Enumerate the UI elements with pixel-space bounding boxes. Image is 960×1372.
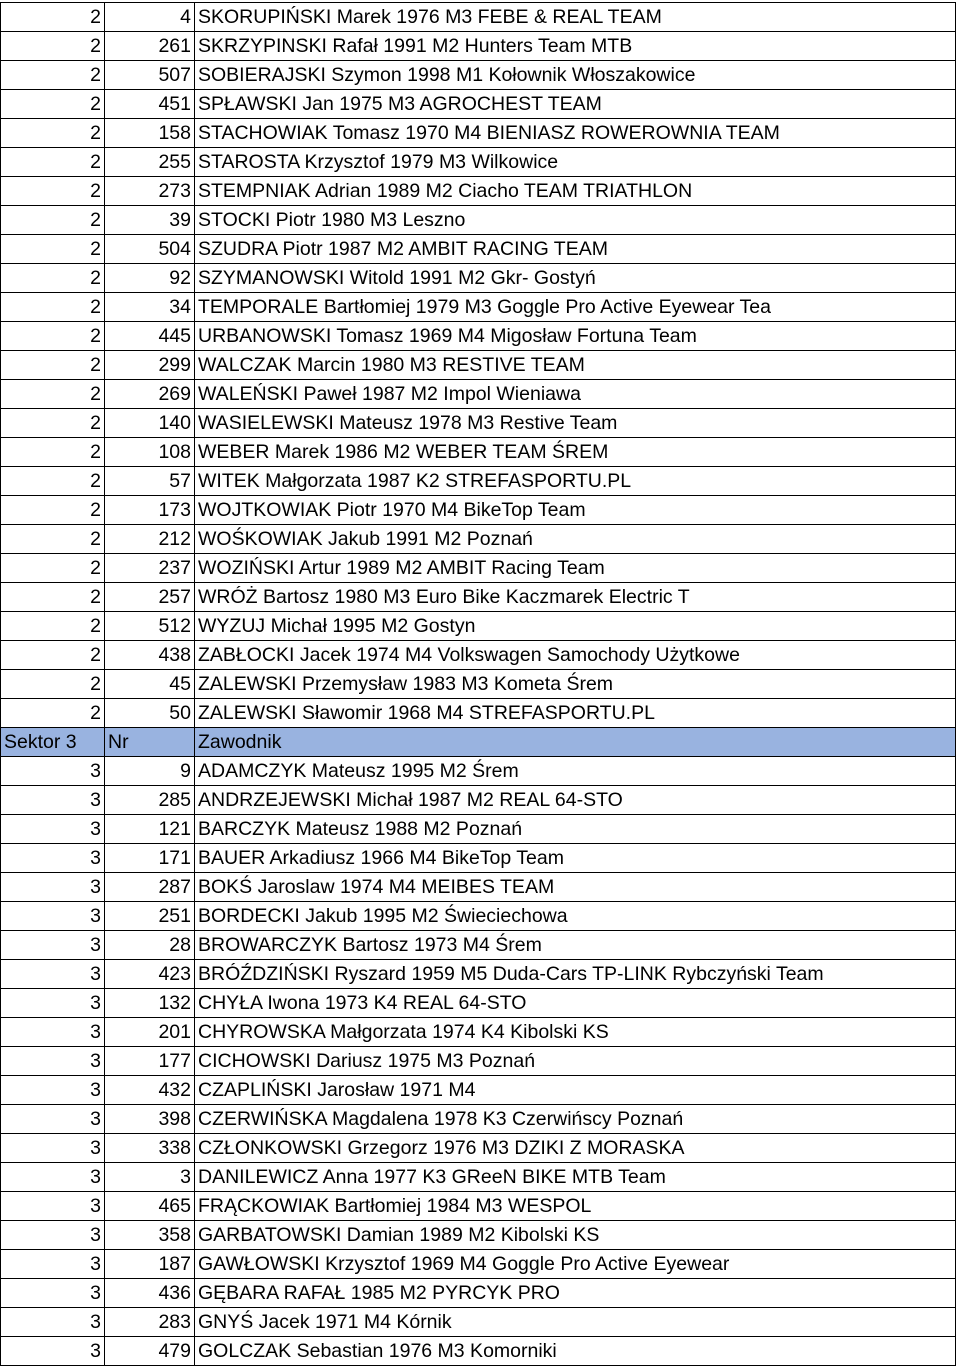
sektor-cell: 3 <box>1 1221 105 1250</box>
sektor-cell: 3 <box>1 786 105 815</box>
sektor-cell: 2 <box>1 61 105 90</box>
nr-cell: 287 <box>105 873 195 902</box>
sektor-cell: 2 <box>1 351 105 380</box>
table-row <box>1 699 956 728</box>
nr-cell: 438 <box>105 641 195 670</box>
table-row <box>1 960 956 989</box>
competitor-cell: WOŚKOWIAK Jakub 1991 M2 Poznań <box>195 525 956 554</box>
sektor-cell: 3 <box>1 1279 105 1308</box>
table-row <box>1 496 956 525</box>
results-table-body <box>1 3 956 1366</box>
sektor-cell: 3 <box>1 1308 105 1337</box>
competitor-cell: ANDRZEJEWSKI Michał 1987 M2 REAL 64-STO <box>195 786 956 815</box>
competitor-cell: SOBIERAJSKI Szymon 1998 M1 Kołownik Włoszakowice <box>195 61 956 90</box>
nr-cell: 237 <box>105 554 195 583</box>
nr-cell: 338 <box>105 1134 195 1163</box>
sektor-cell: 3 <box>1 1250 105 1279</box>
competitor-cell: GARBATOWSKI Damian 1989 M2 Kibolski KS <box>195 1221 956 1250</box>
nr-cell: 57 <box>105 467 195 496</box>
nr-cell: 512 <box>105 612 195 641</box>
table-row <box>1 931 956 960</box>
competitor-cell: URBANOWSKI Tomasz 1969 M4 Migosław Fortuna Team <box>195 322 956 351</box>
sektor-cell: 2 <box>1 409 105 438</box>
competitor-cell: WITEK Małgorzata 1987 K2 STREFASPORTU.PL <box>195 467 956 496</box>
table-row <box>1 844 956 873</box>
competitor-cell: SPŁAWSKI Jan 1975 M3 AGROCHEST TEAM <box>195 90 956 119</box>
table-row <box>1 989 956 1018</box>
competitor-cell: FRĄCKOWIAK Bartłomiej 1984 M3 WESPOL <box>195 1192 956 1221</box>
table-row <box>1 61 956 90</box>
sektor-cell: 2 <box>1 177 105 206</box>
sektor-cell: 2 <box>1 554 105 583</box>
nr-cell: 299 <box>105 351 195 380</box>
table-row <box>1 177 956 206</box>
nr-cell: 251 <box>105 902 195 931</box>
nr-cell: 283 <box>105 1308 195 1337</box>
sektor-cell: 3 <box>1 1076 105 1105</box>
table-row <box>1 206 956 235</box>
table-row <box>1 293 956 322</box>
competitor-cell: TEMPORALE Bartłomiej 1979 M3 Goggle Pro Active Eyewear Tea <box>195 293 956 322</box>
nr-cell: 4 <box>105 3 195 32</box>
nr-cell: 451 <box>105 90 195 119</box>
sektor-cell: 3 <box>1 873 105 902</box>
nr-cell: 445 <box>105 322 195 351</box>
sektor-cell: 2 <box>1 293 105 322</box>
table-row <box>1 1018 956 1047</box>
nr-cell: 121 <box>105 815 195 844</box>
nr-cell: 108 <box>105 438 195 467</box>
competitor-cell: CHYROWSKA Małgorzata 1974 K4 Kibolski KS <box>195 1018 956 1047</box>
competitor-cell: WALCZAK Marcin 1980 M3 RESTIVE TEAM <box>195 351 956 380</box>
table-row <box>1 467 956 496</box>
sektor-cell: 2 <box>1 699 105 728</box>
table-row <box>1 1163 956 1192</box>
nr-cell: 432 <box>105 1076 195 1105</box>
sektor-cell: 3 <box>1 1105 105 1134</box>
table-row <box>1 757 956 786</box>
table-row <box>1 32 956 61</box>
competitor-cell: CZERWIŃSKA Magdalena 1978 K3 Czerwińscy Poznań <box>195 1105 956 1134</box>
table-row <box>1 1337 956 1366</box>
table-row <box>1 525 956 554</box>
sektor-cell: 2 <box>1 322 105 351</box>
nr-cell: Nr <box>105 728 195 757</box>
table-row <box>1 264 956 293</box>
sektor-cell: 2 <box>1 641 105 670</box>
nr-cell: 269 <box>105 380 195 409</box>
nr-cell: 257 <box>105 583 195 612</box>
competitor-cell: STEMPNIAK Adrian 1989 M2 Ciacho TEAM TRIATHLON <box>195 177 956 206</box>
table-row <box>1 1308 956 1337</box>
competitor-cell: CICHOWSKI Dariusz 1975 M3 Poznań <box>195 1047 956 1076</box>
sektor-cell: 2 <box>1 612 105 641</box>
table-row <box>1 148 956 177</box>
nr-cell: 423 <box>105 960 195 989</box>
competitor-cell: GNYŚ Jacek 1971 M4 Kórnik <box>195 1308 956 1337</box>
table-row <box>1 902 956 931</box>
competitor-cell: WALEŃSKI Paweł 1987 M2 Impol Wieniawa <box>195 380 956 409</box>
nr-cell: 171 <box>105 844 195 873</box>
sektor-cell: Sektor 3 <box>1 728 105 757</box>
sektor-cell: 2 <box>1 583 105 612</box>
sektor-cell: 2 <box>1 438 105 467</box>
sektor-cell: 2 <box>1 235 105 264</box>
table-row <box>1 1279 956 1308</box>
sektor-cell: 2 <box>1 119 105 148</box>
nr-cell: 173 <box>105 496 195 525</box>
sektor-cell: 2 <box>1 467 105 496</box>
competitor-cell: STOCKI Piotr 1980 M3 Leszno <box>195 206 956 235</box>
sektor-cell: 2 <box>1 90 105 119</box>
table-row <box>1 670 956 699</box>
competitor-cell: CHYŁA Iwona 1973 K4 REAL 64-STO <box>195 989 956 1018</box>
table-row <box>1 1192 956 1221</box>
competitor-cell: GAWŁOWSKI Krzysztof 1969 M4 Goggle Pro Active Eyewear <box>195 1250 956 1279</box>
nr-cell: 273 <box>105 177 195 206</box>
competitor-cell: Zawodnik <box>195 728 956 757</box>
competitor-cell: WRÓŻ Bartosz 1980 M3 Euro Bike Kaczmarek Electric T <box>195 583 956 612</box>
competitor-cell: BAUER Arkadiusz 1966 M4 BikeTop Team <box>195 844 956 873</box>
sektor-cell: 3 <box>1 931 105 960</box>
sektor-cell: 2 <box>1 670 105 699</box>
competitor-cell: CZŁONKOWSKI Grzegorz 1976 M3 DZIKI Z MORASKA <box>195 1134 956 1163</box>
sektor-cell: 3 <box>1 989 105 1018</box>
nr-cell: 465 <box>105 1192 195 1221</box>
sektor-cell: 3 <box>1 960 105 989</box>
competitor-cell: STACHOWIAK Tomasz 1970 M4 BIENIASZ ROWEROWNIA TEAM <box>195 119 956 148</box>
table-row <box>1 1134 956 1163</box>
table-row <box>1 1047 956 1076</box>
table-row <box>1 612 956 641</box>
nr-cell: 28 <box>105 931 195 960</box>
table-row <box>1 786 956 815</box>
results-table <box>0 2 956 1366</box>
sektor-cell: 3 <box>1 757 105 786</box>
sektor-cell: 3 <box>1 1134 105 1163</box>
competitor-cell: SZYMANOWSKI Witold 1991 M2 Gkr- Gostyń <box>195 264 956 293</box>
competitor-cell: BRÓŹDZIŃSKI Ryszard 1959 M5 Duda-Cars TP-LINK Rybczyński Team <box>195 960 956 989</box>
nr-cell: 436 <box>105 1279 195 1308</box>
table-row <box>1 1250 956 1279</box>
nr-cell: 212 <box>105 525 195 554</box>
nr-cell: 3 <box>105 1163 195 1192</box>
competitor-cell: GOLCZAK Sebastian 1976 M3 Komorniki <box>195 1337 956 1366</box>
nr-cell: 255 <box>105 148 195 177</box>
table-row <box>1 1221 956 1250</box>
table-row <box>1 322 956 351</box>
nr-cell: 177 <box>105 1047 195 1076</box>
table-row <box>1 554 956 583</box>
nr-cell: 261 <box>105 32 195 61</box>
competitor-cell: ZABŁOCKI Jacek 1974 M4 Volkswagen Samochody Użytkowe <box>195 641 956 670</box>
sektor-cell: 3 <box>1 1192 105 1221</box>
competitor-cell: WEBER Marek 1986 M2 WEBER TEAM ŚREM <box>195 438 956 467</box>
table-row <box>1 380 956 409</box>
table-row <box>1 873 956 902</box>
nr-cell: 45 <box>105 670 195 699</box>
competitor-cell: WYZUJ Michał 1995 M2 Gostyn <box>195 612 956 641</box>
nr-cell: 9 <box>105 757 195 786</box>
competitor-cell: BORDECKI Jakub 1995 M2 Świeciechowa <box>195 902 956 931</box>
sektor-cell: 3 <box>1 1018 105 1047</box>
nr-cell: 34 <box>105 293 195 322</box>
nr-cell: 187 <box>105 1250 195 1279</box>
sektor-cell: 2 <box>1 148 105 177</box>
sektor-cell: 2 <box>1 496 105 525</box>
nr-cell: 132 <box>105 989 195 1018</box>
nr-cell: 358 <box>105 1221 195 1250</box>
nr-cell: 92 <box>105 264 195 293</box>
nr-cell: 479 <box>105 1337 195 1366</box>
sektor-cell: 2 <box>1 206 105 235</box>
table-row <box>1 1076 956 1105</box>
competitor-cell: GĘBARA RAFAŁ 1985 M2 PYRCYK PRO <box>195 1279 956 1308</box>
table-row <box>1 641 956 670</box>
competitor-cell: CZAPLIŃSKI Jarosław 1971 M4 <box>195 1076 956 1105</box>
competitor-cell: ADAMCZYK Mateusz 1995 M2 Śrem <box>195 757 956 786</box>
competitor-cell: WASIELEWSKI Mateusz 1978 M3 Restive Team <box>195 409 956 438</box>
table-row <box>1 235 956 264</box>
sektor-cell: 3 <box>1 1163 105 1192</box>
competitor-cell: WOJTKOWIAK Piotr 1970 M4 BikeTop Team <box>195 496 956 525</box>
nr-cell: 158 <box>105 119 195 148</box>
sektor-cell: 2 <box>1 380 105 409</box>
nr-cell: 39 <box>105 206 195 235</box>
sektor-cell: 3 <box>1 844 105 873</box>
nr-cell: 50 <box>105 699 195 728</box>
competitor-cell: SKORUPIŃSKI Marek 1976 M3 FEBE & REAL TEAM <box>195 3 956 32</box>
table-row <box>1 409 956 438</box>
table-row <box>1 90 956 119</box>
nr-cell: 507 <box>105 61 195 90</box>
table-row <box>1 351 956 380</box>
sektor-cell: 3 <box>1 902 105 931</box>
table-row <box>1 583 956 612</box>
competitor-cell: WOZIŃSKI Artur 1989 M2 AMBIT Racing Team <box>195 554 956 583</box>
nr-cell: 201 <box>105 1018 195 1047</box>
nr-cell: 398 <box>105 1105 195 1134</box>
section-header-row <box>1 728 956 757</box>
sektor-cell: 3 <box>1 1047 105 1076</box>
sektor-cell: 2 <box>1 264 105 293</box>
sektor-cell: 2 <box>1 32 105 61</box>
competitor-cell: BROWARCZYK Bartosz 1973 M4 Śrem <box>195 931 956 960</box>
competitor-cell: ZALEWSKI Przemysław 1983 M3 Kometa Śrem <box>195 670 956 699</box>
sektor-cell: 3 <box>1 815 105 844</box>
table-row <box>1 815 956 844</box>
nr-cell: 285 <box>105 786 195 815</box>
competitor-cell: SZUDRA Piotr 1987 M2 AMBIT RACING TEAM <box>195 235 956 264</box>
sektor-cell: 3 <box>1 1337 105 1366</box>
sektor-cell: 2 <box>1 525 105 554</box>
sektor-cell: 2 <box>1 3 105 32</box>
table-row <box>1 1105 956 1134</box>
competitor-cell: BARCZYK Mateusz 1988 M2 Poznań <box>195 815 956 844</box>
table-row <box>1 119 956 148</box>
nr-cell: 140 <box>105 409 195 438</box>
competitor-cell: DANILEWICZ Anna 1977 K3 GReeN BIKE MTB Team <box>195 1163 956 1192</box>
competitor-cell: BOKŚ Jaroslaw 1974 M4 MEIBES TEAM <box>195 873 956 902</box>
table-row <box>1 438 956 467</box>
table-row <box>1 3 956 32</box>
competitor-cell: SKRZYPINSKI Rafał 1991 M2 Hunters Team MTB <box>195 32 956 61</box>
competitor-cell: STAROSTA Krzysztof 1979 M3 Wilkowice <box>195 148 956 177</box>
competitor-cell: ZALEWSKI Sławomir 1968 M4 STREFASPORTU.PL <box>195 699 956 728</box>
nr-cell: 504 <box>105 235 195 264</box>
